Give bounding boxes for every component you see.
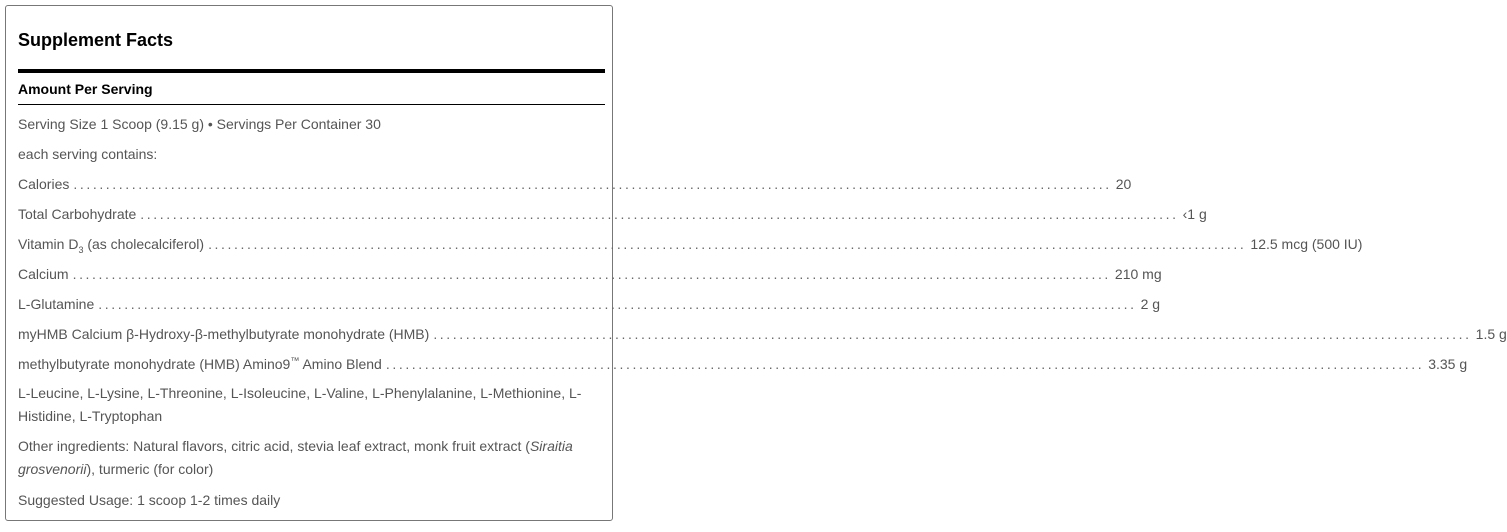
- nutrient-row-myhmb: [18, 323, 1507, 345]
- dot-leader: ................................................................................................................................................................: [72, 266, 1111, 282]
- other-ingredients: Other ingredients: Natural flavors, citric acid, stevia leaf extract, monk fruit extract (Siraitia grosvenorii), turmeric (for color): [18, 438, 573, 477]
- dot-leader: ................................................................................................................................................................: [208, 236, 1247, 252]
- panel-title: Supplement Facts: [18, 30, 174, 50]
- amount-per-serving-heading: Amount Per Serving: [18, 81, 153, 97]
- nutrient-value: 1.5 g: [1475, 326, 1507, 342]
- nutrient-label: Total Carbohydrate: [18, 206, 137, 222]
- dot-leader: ................................................................................................................................................................: [433, 326, 1472, 342]
- nutrient-row-calories: [18, 173, 1132, 195]
- dot-leader: ................................................................................................................................................................: [385, 356, 1425, 372]
- dot-leader: ................................................................................................................................................................: [140, 206, 1179, 222]
- nutrient-label: L-Glutamine: [18, 296, 95, 312]
- nutrient-label: Vitamin $D_3$ (as cholecalciferol): [18, 236, 205, 255]
- supplement-facts-panel: [5, 5, 1507, 521]
- amino-acid-list: L-Leucine, L-Lysine, L-Threonine, L-Isoleucine, L-Valine, L-Phenylalanine, L-Methionine, L-Histidine, L-Tryptophan: [18, 385, 582, 424]
- nutrient-label: Calcium: [18, 266, 69, 282]
- nutrient-row-calcium: [18, 263, 1162, 285]
- dot-leader: ................................................................................................................................................................: [98, 296, 1137, 312]
- serving-size-line: Serving Size 1 Scoop (9.15 g) • Servings Per Container 30: [18, 116, 381, 132]
- nutrient-value: 20: [1115, 176, 1132, 192]
- nutrient-row-vitamin-d3: [18, 233, 1363, 255]
- nutrient-row-amino-blend: [18, 353, 1468, 375]
- nutrient-row-total-carbohydrate: [18, 203, 1207, 225]
- nutrient-label: methylbutyrate monohydrate (HMB) Amino9™ Amino Blend: [18, 355, 382, 372]
- nutrient-value: 210 mg: [1114, 266, 1162, 282]
- nutrient-value: 3.35 g: [1428, 356, 1468, 372]
- dot-leader: ................................................................................................................................................................: [73, 176, 1112, 192]
- thin-divider: [18, 104, 605, 105]
- nutrient-row-l-glutamine: [18, 293, 1161, 315]
- nutrient-label: myHMB Calcium β-Hydroxy-β-methylbutyrate monohydrate (HMB): [18, 326, 430, 342]
- botanical-name: Siraitia grosvenorii: [18, 438, 573, 477]
- thick-divider: [18, 69, 605, 73]
- nutrient-label: Calories: [18, 176, 70, 192]
- suggested-usage: Suggested Usage: 1 scoop 1-2 times daily: [18, 492, 281, 508]
- nutrient-value: 2 g: [1140, 296, 1161, 312]
- each-serving-line: each serving contains:: [18, 146, 158, 162]
- nutrient-value: 12.5 mcg (500 IU): [1250, 236, 1363, 252]
- nutrient-value: ‹1 g: [1182, 206, 1207, 222]
